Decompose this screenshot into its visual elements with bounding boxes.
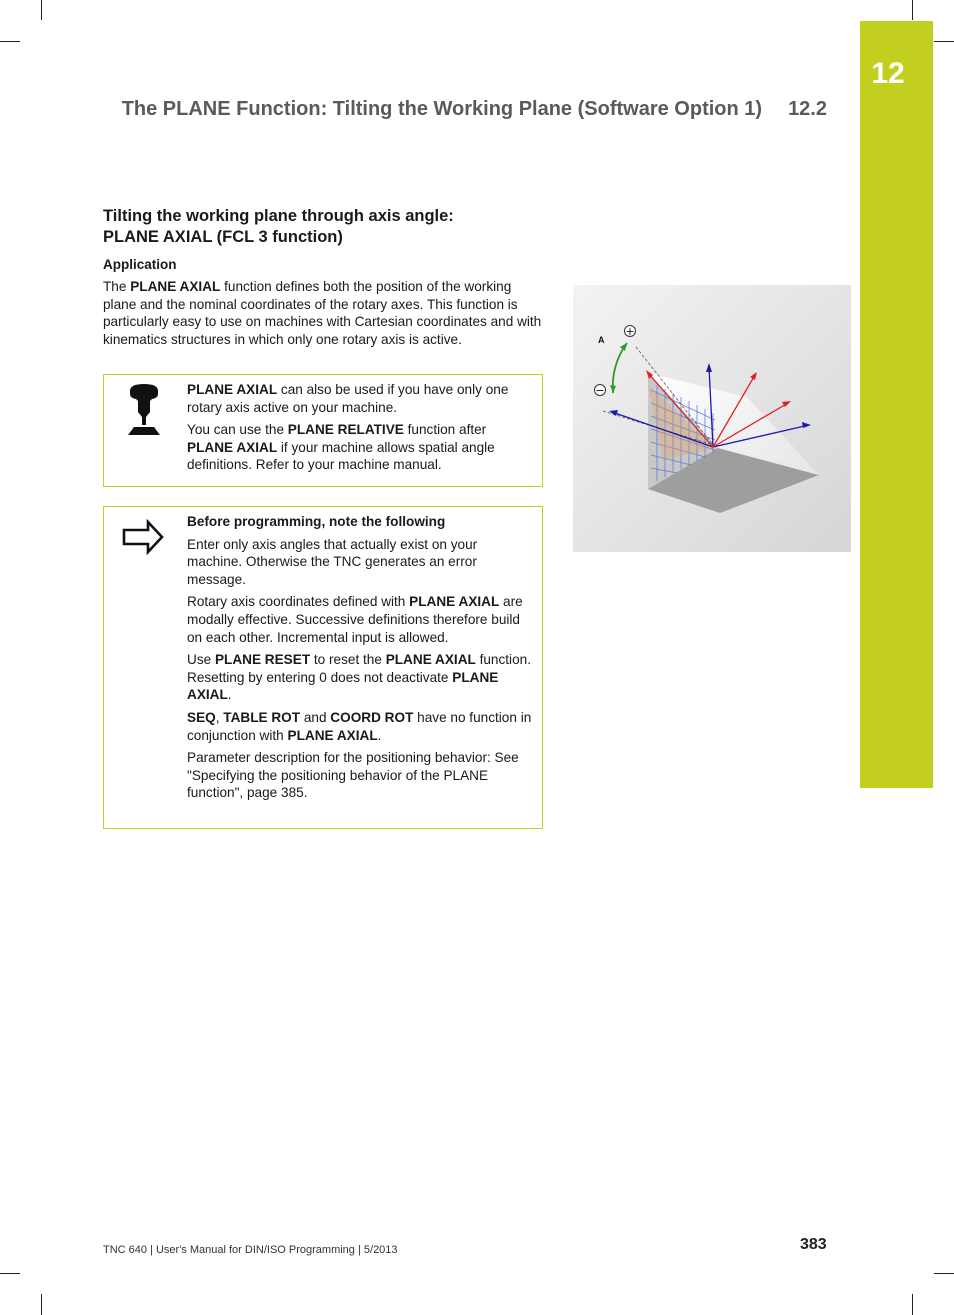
minus-sign: − [595,384,605,397]
crop-mark [912,0,913,20]
section-title-line2: PLANE AXIAL (FCL 3 function) [103,228,343,246]
running-header [122,98,827,121]
arrow-right-icon [104,507,184,572]
crop-mark [934,1273,954,1274]
crop-mark [41,1294,42,1315]
note2-paragraph3: Use PLANE RESET to reset the PLANE AXIAL function. Resetting by entering 0 does not deactivate PLANE AXIAL. [187,652,531,703]
chapter-number: 12 [871,57,905,90]
machine-note-box [103,374,543,487]
note2-heading: Before programming, note the following [187,514,446,529]
programming-note-box [103,506,543,829]
note1-paragraph1: PLANE AXIAL can also be used if you have only one rotary axis active on your machine. [187,382,509,415]
crop-mark [912,1294,913,1315]
note1-paragraph2: You can use the PLANE RELATIVE function after PLANE AXIAL if your machine allows spatial angle definitions. Refer to your machine manual. [187,422,495,473]
crop-mark [41,0,42,20]
note2-paragraph2: Rotary axis coordinates defined with PLANE AXIAL are modally effective. Successive definitions therefore build on each other. Incremental input is allowed. [187,594,523,645]
machine-spindle-icon [104,375,184,450]
application-paragraph: The PLANE AXIAL function defines both the position of the working plane and the nominal coordinates of the rotary axes. This function is particularly easy to use on machines with Cartesian coordinates and with kinematics structures in which only one rotary axis is active. [103,279,542,347]
note2-paragraph4: SEQ, TABLE ROT and COORD ROT have no function in conjunction with PLANE AXIAL. [187,709,532,743]
header-title: The PLANE Function: Tilting the Working Plane (Software Option 1) [121,98,763,120]
plane-axial-illustration [573,285,851,552]
note2-paragraph5: Parameter description for the positioning behavior: See "Specifying the positioning behavior of the PLANE function", page 385. [187,750,519,801]
keyword: PLANE AXIAL [130,279,221,294]
chapter-tab [860,21,933,788]
note2-paragraph1: Enter only axis angles that actually exist on your machine. Otherwise the TNC generates an error message. [187,536,478,587]
page-number: 383 [800,1236,827,1253]
subheading-application: Application [103,257,177,272]
section-title-line1: Tilting the working plane through axis angle: [103,207,454,225]
crop-mark [0,1273,20,1274]
axis-label-a: A [598,335,605,345]
crop-mark [0,41,20,42]
footer-text: TNC 640 | User's Manual for DIN/ISO Programming | 5/2013 [103,1244,398,1256]
plus-sign: + [625,325,635,338]
crop-mark [934,41,954,42]
section-title [103,206,543,248]
header-section-number: 12.2 [788,98,827,120]
